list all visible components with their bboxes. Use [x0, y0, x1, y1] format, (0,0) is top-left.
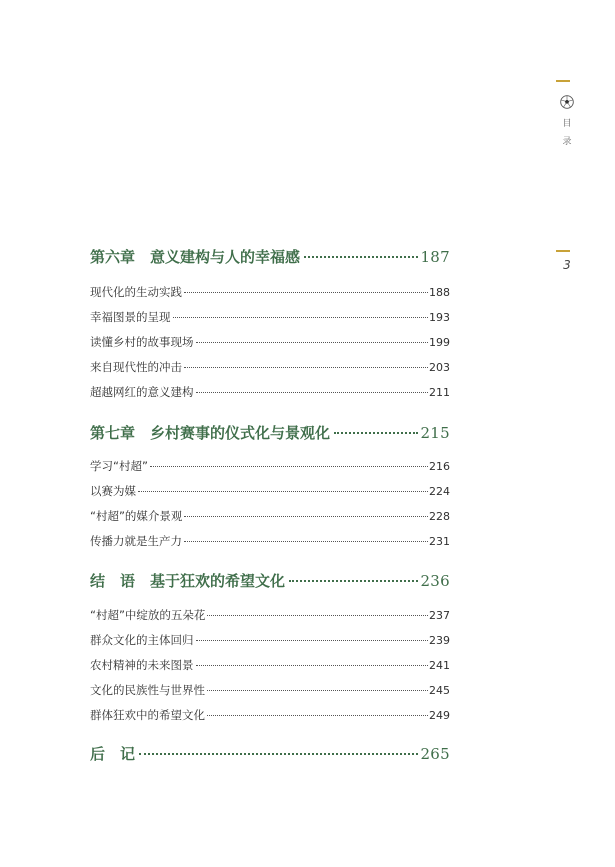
toc-afterword[interactable]: [90, 743, 450, 764]
chapter-page: 236: [420, 572, 450, 590]
dot-leader: [150, 465, 428, 467]
section-title: 来自现代性的冲击: [90, 360, 182, 374]
section-page: 237: [429, 609, 450, 622]
contents-char-2: 录: [562, 137, 572, 147]
section-page: 224: [429, 485, 450, 498]
chapter-page: 215: [420, 424, 450, 442]
dot-leader: [207, 714, 428, 716]
contents-label: [556, 115, 578, 151]
chapter-title: 结 语 基于狂欢的希望文化: [90, 572, 286, 590]
chapter-page: 187: [420, 248, 450, 266]
section-title: 文化的民族性与世界性: [90, 683, 205, 697]
dot-leader: [139, 752, 418, 755]
section-page: 239: [429, 634, 450, 647]
toc-section[interactable]: [90, 707, 450, 723]
section-title: 以赛为媒: [90, 484, 136, 498]
dot-leader: [289, 579, 418, 582]
section-title: 传播力就是生产力: [90, 534, 182, 548]
section-page: 245: [429, 684, 450, 697]
chapter-title: 后 记: [90, 745, 136, 763]
toc-section[interactable]: [90, 632, 450, 648]
section-page: 203: [429, 361, 450, 374]
chapter-title: 第六章 意义建构与人的幸福感: [90, 248, 301, 266]
page-number: 3: [563, 258, 571, 272]
section-page: 199: [429, 336, 450, 349]
section-page: 216: [429, 460, 450, 473]
toc-section[interactable]: [90, 359, 450, 375]
dot-leader: [196, 664, 429, 666]
toc-section[interactable]: [90, 334, 450, 350]
dot-leader: [184, 366, 428, 368]
section-title: 农村精神的未来图景: [90, 658, 194, 672]
section-title: 群众文化的主体回归: [90, 633, 194, 647]
dot-leader: [196, 391, 429, 393]
section-page: 188: [429, 286, 450, 299]
top-accent-bar: [556, 80, 570, 82]
contents-char-1: 目: [562, 119, 572, 129]
toc-section[interactable]: [90, 657, 450, 673]
toc-conclusion[interactable]: [90, 570, 450, 591]
toc-section[interactable]: [90, 607, 450, 623]
chapter-title: 第七章 乡村赛事的仪式化与景观化: [90, 424, 331, 442]
dot-leader: [196, 341, 429, 343]
toc-section[interactable]: [90, 384, 450, 400]
dot-leader: [184, 515, 428, 517]
dot-leader: [207, 689, 428, 691]
section-title: “村超”的媒介景观: [90, 509, 183, 523]
section-page: 241: [429, 659, 450, 672]
dot-leader: [334, 431, 418, 434]
section-title: 超越网红的意义建构: [90, 385, 194, 399]
page-accent-bar: [556, 250, 570, 252]
section-page: 193: [429, 311, 450, 324]
dot-leader: [207, 614, 428, 616]
dot-leader: [138, 490, 428, 492]
toc-section[interactable]: [90, 284, 450, 300]
section-page: 231: [429, 535, 450, 548]
toc-chapter-7[interactable]: [90, 422, 450, 443]
toc-chapter-6[interactable]: [90, 246, 450, 267]
dot-leader: [184, 291, 428, 293]
dot-leader: [173, 316, 429, 318]
toc-section[interactable]: [90, 458, 450, 474]
section-title: “村超”中绽放的五朵花: [90, 608, 206, 622]
toc-section[interactable]: [90, 309, 450, 325]
section-page: 211: [429, 386, 450, 399]
toc-section[interactable]: [90, 483, 450, 499]
chapter-page: 265: [420, 745, 450, 763]
section-title: 学习“村超”: [90, 459, 148, 473]
soccer-ball-icon: [560, 95, 574, 109]
dot-leader: [184, 540, 428, 542]
dot-leader: [304, 255, 418, 258]
toc-section[interactable]: [90, 533, 450, 549]
section-title: 现代化的生动实践: [90, 285, 182, 299]
section-title: 幸福图景的呈现: [90, 310, 171, 324]
section-title: 读懂乡村的故事现场: [90, 335, 194, 349]
toc-section[interactable]: [90, 682, 450, 698]
dot-leader: [196, 639, 429, 641]
toc-section[interactable]: [90, 508, 450, 524]
section-page: 249: [429, 709, 450, 722]
section-title: 群体狂欢中的希望文化: [90, 708, 205, 722]
section-page: 228: [429, 510, 450, 523]
